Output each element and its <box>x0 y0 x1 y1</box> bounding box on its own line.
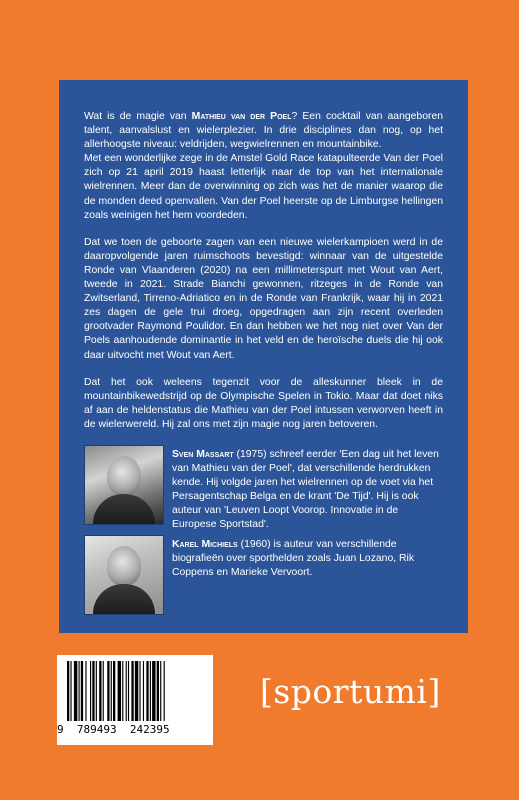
author-block-karel-michiels <box>84 535 443 617</box>
back-cover-blurb-panel <box>59 80 468 633</box>
author-name: Karel Michiels <box>172 538 238 550</box>
author-block-sven-massart <box>84 445 443 531</box>
publisher-logo: [sportumi] <box>260 672 441 711</box>
author-name: Sven Massart <box>172 448 234 460</box>
author-bio: Karel Michiels (1960) is auteur van verschillende biografieën over sporthelden zoals Juan Lozano, Rik Coppens en Marieke Vervoort. <box>172 538 415 579</box>
intro-paragraph-1: Wat is de magie van Mathieu van der Poel? Een cocktail van aangeboren talent, aanvalslust en wielerplezier. In drie disciplines dan nog, op het allerhoogste niveau: veldrijden, wegwielrennen en mountainbike. Met een wonderlijke zege in de Amstel Gold Race katapulteerde Van der Poel zich op 21 april 2019 haast letterlijk naar de top van het internationale wielrennen. Meer dan de overwinning op zich was het de manier waarop die de monden deed openvallen. Van der Poel heerste op de Limburgse hellingen zoals weinigen het hem voordeden. <box>84 111 444 221</box>
author-photo-sven-massart <box>84 445 164 525</box>
author-photo-karel-michiels <box>84 535 164 615</box>
publisher-name: sportumi <box>273 672 428 711</box>
intro-paragraph-3: Dat het ook weleens tegenzit voor de alleskunner bleek in de mountainbikewedstrijd op de Olympische Spelen in Tokio. Maar dat doet niks af aan de heldenstatus die Mathieu van der Poel intussen verworven heeft in de wielerwereld. Hij zal ons met zijn magie nog jaren betoveren. <box>84 376 443 430</box>
isbn-barcode <box>57 655 213 745</box>
subject-name: Mathieu van der Poel <box>191 111 292 122</box>
isbn-digits: 9 789493 242395 <box>57 723 170 736</box>
intro-paragraph-2: Dat we toen de geboorte zagen van een nieuwe wielerkampioen werd in de daaropvolgende jaren ruimschoots bevestigd: winnaar van de uitgestelde Ronde van Vlaanderen (2020) na een millimeterspurt met Wout van Aert, tweede in 2021. Strade Bianchi gewonnen, ritzeges in de Ronde van Zwitserland, Tirreno-Adriatico en in de Ronde van Frankrijk, waar hij in 2021 zes dagen de gele trui droeg, opgedragen aan zijn recent overleden grootvader Raymond Poulidor. En dan hebben we het nog niet over Van der Poels aanhoudende dominantie in het veld en de heroïsche duels die hij ook daar uitvocht met Wout van Aert. <box>84 236 443 361</box>
barcode-bars-icon <box>61 661 209 721</box>
author-bio: Sven Massart (1975) schreef eerder 'Een dag uit het leven van Mathieu van der Poel', dat verschillende herdrukken kende. Hij volgde jaren het wielrennen op de voet via het Persagentschap Belga en de krant 'De Tijd'. Hij is ook auteur van 'Leuven Loopt Voorop. Innovatie in de Europese Sportstad'. <box>172 448 439 531</box>
